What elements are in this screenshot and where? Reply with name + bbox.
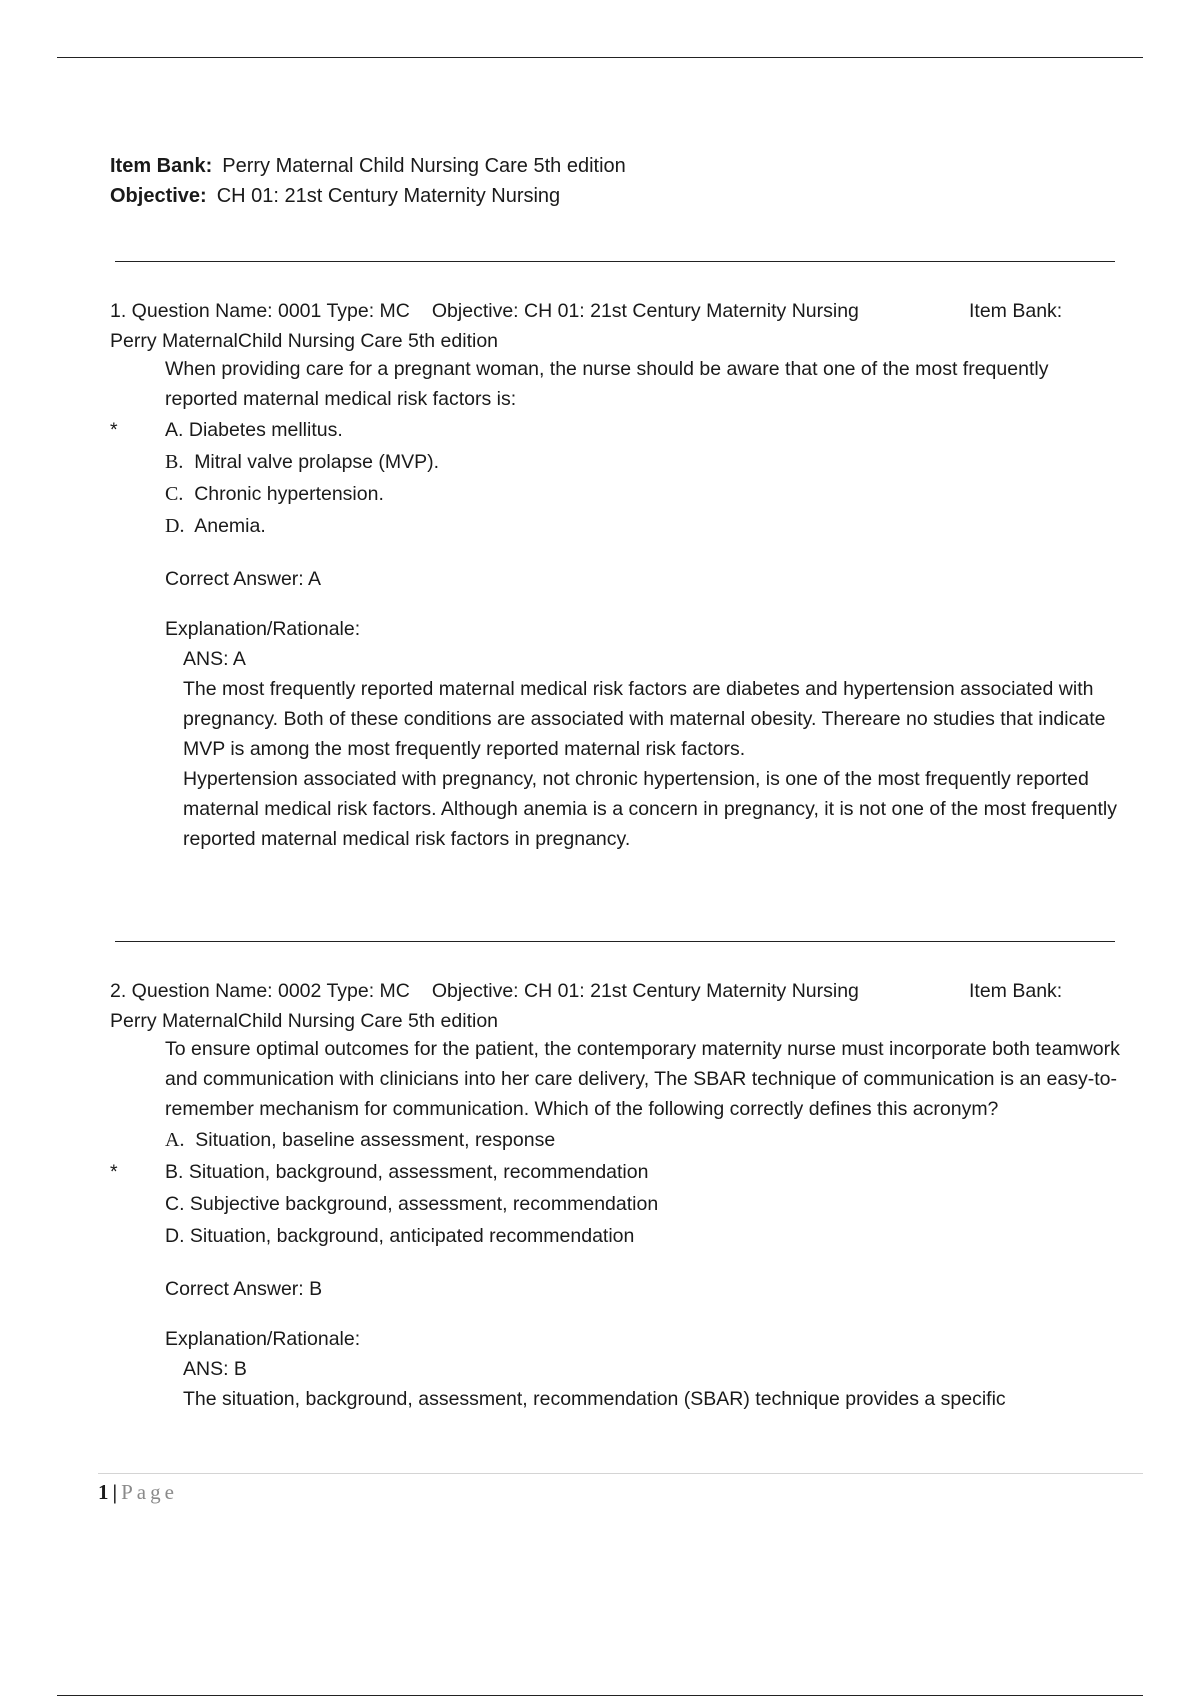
option-text: Situation, background, assessment, recommendation (188, 1161, 649, 1183)
footer-separator: | (112, 1480, 118, 1504)
objective-label: Objective: (110, 185, 207, 207)
option-text: Mitral valve prolapse (MVP). (194, 451, 440, 473)
option-text: Anemia. (194, 515, 266, 537)
question-1-body (110, 354, 1125, 854)
question-1-meta: 1. Question Name: 0001 Type: MC (110, 300, 410, 322)
objective-value: CH 01: 21st Century Maternity Nursing (216, 185, 561, 207)
question-2-text: To ensure optimal outcomes for the patient, the contemporary maternity nurse must incorporate both teamwork and communication with clinicians into her care delivery, The SBAR technique of communication is an easy-to-remember mechanism for communication. Which of the following correctly defines this acronym? (165, 1038, 1120, 1120)
page-number: 1 (98, 1480, 109, 1504)
option-letter: D. (165, 515, 185, 537)
option-1c (165, 478, 1125, 510)
page-word: Page (121, 1480, 178, 1504)
question-2-rationale (183, 1354, 1125, 1414)
option-letter: C. (165, 1193, 185, 1215)
question-2-item-bank-value: Perry MaternalChild Nursing Care 5th edition (110, 1010, 499, 1032)
option-text: Diabetes mellitus. (188, 419, 343, 441)
item-bank-label: Item Bank: (110, 155, 213, 177)
option-1d (165, 510, 1125, 542)
option-letter: D. (165, 1225, 185, 1247)
option-text: Situation, baseline assessment, response (195, 1129, 556, 1151)
option-letter: B. (165, 451, 184, 473)
question-2-rationale-paragraph-1: The situation, background, assessment, recommendation (SBAR) technique provides a specific (183, 1388, 1006, 1410)
question-2-meta: 2. Question Name: 0002 Type: MC (110, 980, 410, 1002)
question-1-objective: Objective: CH 01: 21st Century Maternity Nursing (431, 300, 859, 322)
item-bank-value: Perry Maternal Child Nursing Care 5th edition (222, 155, 626, 177)
footer-rule (98, 1473, 1143, 1474)
question-2-body (110, 1034, 1125, 1414)
option-letter: B. (165, 1161, 184, 1183)
option-text: Chronic hypertension. (194, 483, 384, 505)
top-rule (57, 57, 1143, 58)
question-1-correct-answer: Correct Answer: A (165, 568, 322, 590)
option-2d (165, 1220, 1125, 1252)
question-2-ans: ANS: B (183, 1358, 247, 1380)
question-1-item-bank-label: Item Bank: (969, 300, 1063, 322)
bottom-rule (57, 1695, 1143, 1696)
question-1-rationale-paragraph-1: The most frequently reported maternal medical risk factors are diabetes and hypertension associated with pregnancy. Both of these conditions are associated with maternal obesity. Thereare no studies that indicate MVP is among the most frequently reported maternal risk factors. (183, 678, 1106, 760)
question-2-item-bank-label: Item Bank: (969, 980, 1063, 1002)
option-2a (165, 1124, 1125, 1156)
option-2c (165, 1188, 1125, 1220)
option-1a (110, 414, 1125, 446)
question-2-header (110, 976, 1120, 1036)
question-2-objective: Objective: CH 01: 21st Century Maternity Nursing (431, 980, 859, 1002)
option-text: Situation, background, anticipated recommendation (189, 1225, 635, 1247)
question-1-header (110, 296, 1120, 356)
page-footer (98, 1480, 178, 1505)
option-2b (110, 1156, 1125, 1188)
document-header (110, 151, 626, 211)
option-text: Subjective background, assessment, recommendation (189, 1193, 659, 1215)
separator-rule (115, 261, 1115, 262)
question-1-explanation-label: Explanation/Rationale: (165, 618, 361, 640)
question-1-item-bank-value: Perry MaternalChild Nursing Care 5th edition (110, 330, 499, 352)
option-letter: A. (165, 419, 184, 441)
question-1-rationale (183, 644, 1125, 854)
question-2-explanation-label: Explanation/Rationale: (165, 1328, 361, 1350)
separator-rule (115, 941, 1115, 942)
question-1-text: When providing care for a pregnant woman, the nurse should be aware that one of the most frequently reported maternal medical risk factors is: (165, 358, 1049, 410)
correct-marker: * (110, 419, 118, 441)
correct-marker: * (110, 1161, 118, 1183)
question-1-rationale-paragraph-2: Hypertension associated with pregnancy, not chronic hypertension, is one of the most frequently reported maternal medical risk factors. Although anemia is a concern in pregnancy, it is not one of the most frequently reported maternal medical risk factors in pregnancy. (183, 768, 1117, 850)
option-1b (165, 446, 1125, 478)
option-letter: C. (165, 483, 184, 505)
question-1-ans: ANS: A (183, 648, 246, 670)
question-2-correct-answer: Correct Answer: B (165, 1278, 323, 1300)
option-letter: A. (165, 1129, 185, 1151)
